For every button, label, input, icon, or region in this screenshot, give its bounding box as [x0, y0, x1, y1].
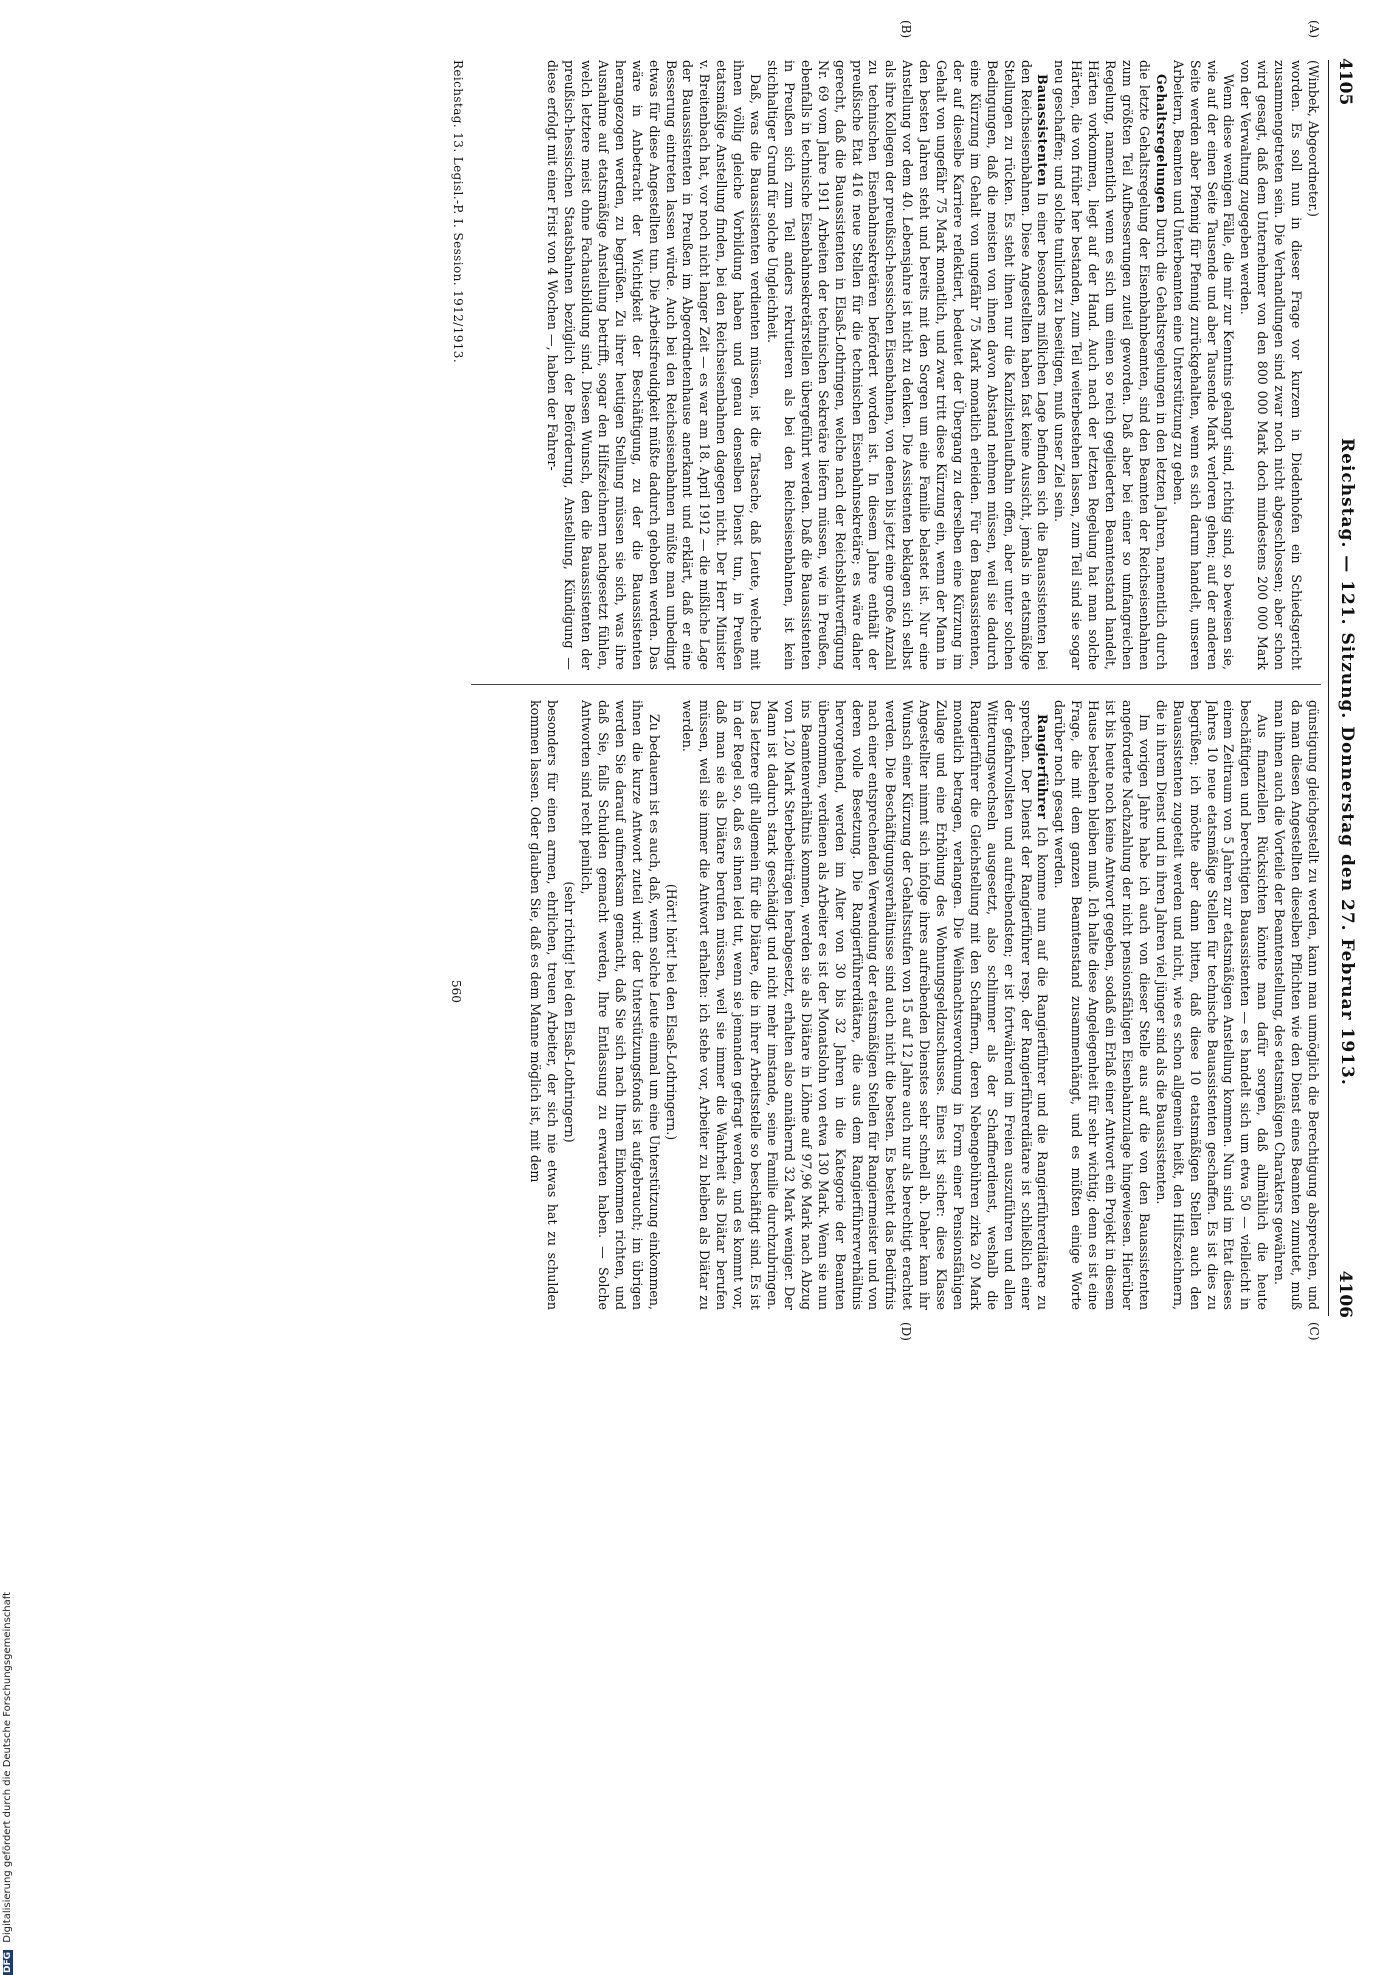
paragraph: Rangierführer Ich komme nun auf die Rangierführer und die Rangierführerdiätare zu sprechen. Der Dienst der Rangierführer resp. der Rangierführerdiätare ist schließlich einer der gefahrvollsten und aufreibendsten; er ist fortwährend im Freien auszuführen und allen Witterungswechseln ausgesetzt, also schlimmer als der Schaffnerdienst, weshalb die Rangierführer die Gleichstellung mit den Schaffnern, deren Nebengebühren zirka 20 Mark monatlich betragen, verlangen. Die Weihnachtsverordnung in Form einer Pensionsfähigen Zulage und eine Erhöhung des Wohnungsgeldzuschusses. Eines ist sicher: diese Klasse Angestellter nimmt sich infolge ihres aufreibenden Dienstes sehr schnell ab. Daher kann ihr Wunsch einer Kürzung der Gehaltsstufen von 15 auf 12 Jahre auch nur als berechtigt erachtet werden. Die Beschäftigungsverhältnisse sind auch nicht die besten. Es besteht das Bedürfnis nach einer entsprechenden Verwendung der etatsmäßigen Stellen für Rangiermeister und von deren volle Besetzung. Die Rangierführerdiätare, die aus dem Rangierführerverhältnis hervorgehend, werden im Alter von 30 bis 32 Jahren in die Kategorie der Beamten übernommen, verdienen als Arbeiter es ist der Monatslohn von etwa 130 Mark. Wenn sie nun ins Beamtenverhältnis kommen, werden sie als Diätare in Löhne auf 97,96 Mark nach Abzug von 1,20 Mark Sterbebeiträgen herabgesetzt, erhalten also annähernd 32 Mark weniger. Der Mann ist dadurch stark geschädigt und nicht mehr imstande, seine Familie durchzubringen. Das letztere gilt allgemein für die Diätare, die in ihrer Arbeitsstelle so beschäftigt sind. Es ist in der Regel so, daß es ihnen leid tut, wenn sie jemanden gefragt werden, und es kommt vor, daß man sie als Diätare berufen müssen, weil sie immer die Wahrheit als Diätar berufen müssen, weil sie immer die Antwort erhalten: ich stehe vor, Arbeiter zu bleiben als Diätar zu werden.: [680, 700, 1051, 1310]
keyword: Gehaltsregelungen: [1153, 74, 1169, 214]
footer-number: 560: [449, 980, 463, 1003]
paragraph: besonders für einen armen, ehrlichen, treuen Arbeiter, der sich nie etwas hat zu schulden kommen lassen. Oder glauben Sie, daß es dem Manne möglich ist, mit dem: [528, 700, 561, 1310]
keyword: Rangierführer: [1035, 714, 1051, 820]
margin-marker-b: (B): [899, 20, 913, 39]
interjection: (Hört! hört! bei den Elsaß-Lothringern.): [663, 883, 679, 1141]
column-divider: [471, 684, 1321, 685]
interjection: (sehr richtig! bei den Elsaß-Lothringern): [562, 881, 578, 1143]
page-header: [1331, 58, 1361, 1318]
paragraph: Bauassistenten In einer besonders mißlichen Lage befinden sich die Bauassistenten bei den Reichseisenbahnen. Diese Angestellten haben fast keine Aussicht, jemals in etatsmäßige Stellungen zu rücken. Es steht ihnen nur die Kanzlistenlaufbahn offen, aber unter solchen Bedingungen, daß die meisten von ihnen davon Abstand nehmen müssen, weil sie dadurch eine Kürzung im Gehalt von ungefähr 75 Mark monatlich erleiden. Für den Bauassistenten, der auf dieselbe Karriere reflektiert, bedeutet der Übergang zu derselben eine Kürzung im Gehalt von ungefähr 75 Mark monatlich, und zwar tritt diese Kürzung ein, wenn der Mann in den besten Jahren steht und bereits mit den Sorgen um eine Familie belastet ist. Nur eine Anstellung vor dem 40. Lebensjahre ist nicht zu denken. Die Assistenten beklagen sich selbst als ihre Kollegen der preußisch-hessischen Eisenbahnen, von denen bis jetzt eine große Anzahl zu technischen Eisenbahnsekretären befördert worden ist. In diesem Jahre enthält der preußische Etat 416 neue Stellen für die technischen Eisenbahnsekretäre; es wäre daher gerecht, daß die Bauassistenten in Elsaß-Lothringen, welche nach der Reichsblattverfügung Nr. 69 vom Jahre 1911 Arbeiten der technischen Sekretäre liefern müssen, wie in Preußen, ebenfalls in technische Eisenbahnsekretärstellen übergeführt werden. Daß die Bauassistenten in Preußen sich zum Teil anders rekrutieren als bei den Reichseisenbahnen, ist kein stichhaltiger Grund für solche Ungleichheit.: [765, 60, 1051, 670]
paragraph: günstigung gleichgestellt zu werden, kann man unmöglich die Berechtigung absprechen, und da man diesen Angestellten dieselben Pflichten wie den Dienst eines Beamten zumutet, muß man ihnen auch die Vorteile der Beamtenstellung, des etatsmäßigen Charakters gewähren.: [1272, 700, 1321, 1310]
header-rule: [1328, 60, 1329, 1316]
paragraph: Im vorigen Jahre habe ich auch von dieser Stelle aus auf die von den Bauassistenten angeforderte Nachzahlung der nicht pensionsfähigen Eisenbahnzulage hingewiesen. Hierüber ist bis heute noch keine Antwort gegeben, sodaß ein Erlaß einer Antwort ein Projekt in diesem Hause bestehen bleiben muß. Ich halte diese Angelegenheit für sehr wichtig; denn es ist eine Frage, die mit dem ganzen Beamtenstand zusammenhängt, und es müßten einige Worte darüber noch gesagt werden.: [1052, 700, 1152, 1310]
margin-marker-c: (C): [1307, 1322, 1321, 1341]
digitization-note: [2, 975, 20, 1975]
left-column: [471, 60, 1321, 670]
page-title: Reichstag. — 121. Sitzung. Donnerstag den 27. Februar 1913.: [1337, 438, 1357, 1086]
right-column: [471, 700, 1321, 1310]
paragraph: worden. Es soll nun in dieser Frage vor kurzem in Diedenhofen ein Schiedsgericht zusammengetreten sein. Die Verhandlungen sind zwar noch nicht abgeschlossen; aber schon wird gesagt, daß dem Unternehmer von den 800 000 Mark doch mindestens 200 000 Mark von der Verwaltung zugegeben werden.: [1238, 60, 1305, 670]
margin-marker-a: (A): [1307, 20, 1321, 39]
speaker-note: (Winbek, Abgeordneter.): [1306, 60, 1321, 217]
paragraph: Aus finanziellen Rücksichten könnte man dafür sorgen, daß allmählich die heute beschäftigten und berechtigten Bauassistenten — es handelt sich um etwa 50 — vielleicht in einem Zeitraum von 5 Jahren zur etatsmäßigen Anstellung kommen. Nun sind im Etat dieses Jahres 10 neue etatsmäßige Stellen für technische Bauassistenten geschaffen. Es ist dies zu begrüßen; ich möchte aber dann bitten, daß diese 10 etatsmäßigen Stellen auch den Bauassistenten zugeteilt werden und nicht, wie es schon allgemein heißt, den Hilfszeichnern, die in ihrem Dienst und in ihren Jahren viel jünger sind als die Bauassistenten.: [1153, 700, 1271, 1310]
dfg-logo: DFG: [3, 1951, 13, 1973]
digitization-text: Digitalisierung gefördert durch die Deutsche Forschungsgemeinschaft: [2, 1591, 13, 1943]
page-number-left: 4105: [1335, 58, 1355, 106]
paragraph: Zu bedauern ist es auch, daß, wenn solche Leute einmal um eine Unterstützung einkommen, ihnen die kurze Antwort zuteil wird: der Unterstützungsfonds ist aufgebraucht; im übrigen werden Sie darauf aufmerksam gemacht, daß Sie sich nach Ihrem Einkommen richten, und daß Sie, falls Schulden gemacht werden, Ihre Entlassung zu erwarten haben. — Solche Antworten sind recht peinlich,: [579, 700, 662, 1310]
paragraph: Gehaltsregelungen Durch die Gehaltsregelungen in den letzten Jahren, namentlich durch die letzte Gehaltsregelung der Eisenbahnbeamten, sind den Beamten der Reichseisenbahnen zum größten Teil Aufbesserungen zuteil geworden. Daß aber bei einer so umfangreichen Regelung, namentlich wenn es sich um einen so reich gegliederten Beamtenstand handelt, Härten vorkommen, liegt auf der Hand. Auch nach der letzten Regelung hat man solche Härten, die von früher her bestanden, zum Teil weiterbestehen lassen, zum Teil sind sie sogar neu geschaffen; und solche tunlichst zu beseitigen, muß unser Ziel sein.: [1052, 60, 1169, 670]
footer-session: Reichstag. 13. Legisl.-P. I. Session. 1912/1913.: [451, 60, 465, 364]
paragraph: Wenn diese wenigen Fälle, die mir zur Kenntnis gelangt sind, richtig sind, so beweisen sie, wie auf der einen Seite Tausende und aber Tausende Mark verloren gehen; auf der anderen Seite werden aber Pfennig für Pfennig zurückgehalten, wenn es sich darum handelt, unseren Arbeitern, Beamten und Unterbeamten eine Unterstützung zu geben.: [1170, 60, 1237, 670]
paragraph: Daß, was die Bauassistenten verdienten müssen, ist die Tatsache, daß Leute, welche mit ihnen völlig gleiche Vorbildung haben und genau denselben Dienst tun, in Preußen etatsmäßige Anstellung finden, bei den Reichseisenbahnen dagegen nicht. Der Herr Minister v. Breitenbach hat, vor noch nicht langer Zeit — es war am 18. April 1912 — die mißliche Lage der Bauassistenten in Preußen im Abgeordnetenhause anerkannt und erklärt, daß er eine Besserung eintreten lassen würde. Auch bei den Reichseisenbahnen müßte man unbedingt etwas für diese Angestellten tun. Die Arbeitsfreudigkeit müßte dadurch gehoben werden. Das wäre in Anbetracht der Wichtigkeit der Beschäftigung, zu der die Bauassistenten herangezogen werden, zu begrüßen. Zu ihrer heutigen Stellung müssen sie sich, was ihre Ausnahme auf etatsmäßige Anstellung betrifft, sogar den Hilfszeichnern nachgesetzt fühlen, welch letztere meist ohne Fachausbildung sind. Diesen Wunsch, den die Bauassistenten der preußisch-hessischen Staatsbahnen bezüglich der Beförderung, Anstellung, Kündigung — diese erfolgt mit einer Frist von 4 Wochen —, haben der Fahrer-: [545, 60, 764, 670]
margin-marker-d: (D): [899, 1322, 913, 1341]
page-number-right: 4106: [1335, 1270, 1355, 1318]
keyword: Bauassistenten: [1035, 74, 1051, 187]
